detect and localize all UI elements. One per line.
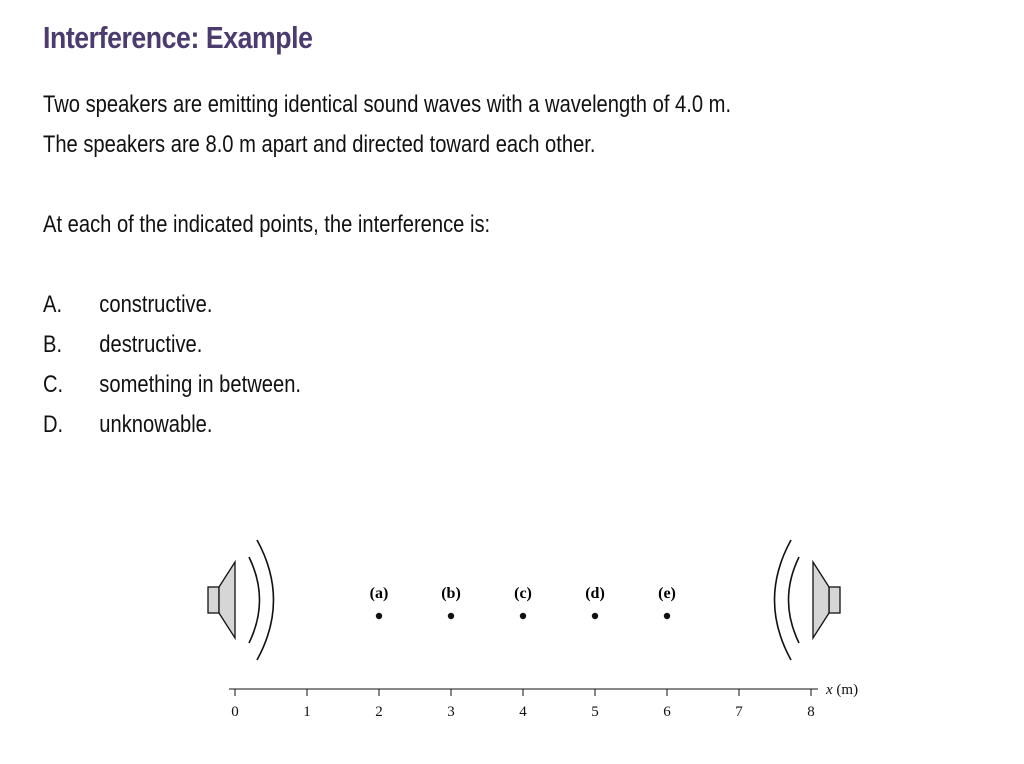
option-letter: A. bbox=[43, 291, 63, 318]
problem-statement bbox=[43, 85, 731, 165]
tick-label: 2 bbox=[375, 704, 383, 720]
problem-line-1: Two speakers are emitting identical sound waves with a wavelength of 4.0 m. bbox=[43, 91, 732, 118]
option-text: constructive. bbox=[99, 291, 213, 318]
tick-label: 5 bbox=[591, 704, 599, 720]
point-marker bbox=[376, 613, 382, 619]
left-speaker-icon bbox=[208, 562, 235, 638]
point-label: (d) bbox=[585, 585, 605, 602]
option-text: destructive. bbox=[99, 331, 203, 358]
x-axis-ticks bbox=[235, 689, 811, 696]
slide-title: Interference: Example bbox=[43, 20, 313, 55]
x-axis-label: x (m) bbox=[826, 682, 859, 698]
point-label: (c) bbox=[514, 585, 532, 602]
tick-label: 7 bbox=[735, 704, 743, 720]
option-text: unknowable. bbox=[99, 411, 213, 438]
right-sound-wave-icon bbox=[775, 540, 800, 660]
tick-label: 3 bbox=[447, 704, 455, 720]
point-label: (a) bbox=[369, 585, 389, 602]
point-marker bbox=[520, 613, 526, 619]
option-letter: D. bbox=[43, 411, 64, 438]
point-label: (b) bbox=[441, 585, 461, 602]
point-label: (e) bbox=[658, 585, 676, 602]
point-c bbox=[514, 585, 532, 619]
left-sound-wave-icon bbox=[249, 540, 274, 660]
tick-label: 0 bbox=[231, 704, 239, 720]
option-text: something in between. bbox=[99, 371, 302, 398]
point-marker bbox=[448, 613, 454, 619]
point-marker bbox=[664, 613, 670, 619]
option-letter: B. bbox=[43, 331, 63, 358]
right-speaker-icon bbox=[813, 562, 840, 638]
tick-label: 6 bbox=[663, 704, 671, 720]
question-text: At each of the indicated points, the interference is: bbox=[43, 211, 491, 238]
problem-line-2: The speakers are 8.0 m apart and directed toward each other. bbox=[43, 131, 596, 158]
tick-label: 1 bbox=[303, 704, 311, 720]
point-b bbox=[441, 585, 461, 619]
point-a bbox=[370, 585, 389, 619]
x-axis-tick-labels bbox=[231, 704, 815, 720]
point-e bbox=[658, 585, 676, 619]
tick-label: 4 bbox=[519, 704, 527, 720]
point-d bbox=[585, 585, 605, 619]
option-letter: C. bbox=[43, 371, 64, 398]
speaker-diagram bbox=[0, 520, 1024, 764]
point-marker bbox=[592, 613, 598, 619]
tick-label: 8 bbox=[807, 704, 815, 720]
